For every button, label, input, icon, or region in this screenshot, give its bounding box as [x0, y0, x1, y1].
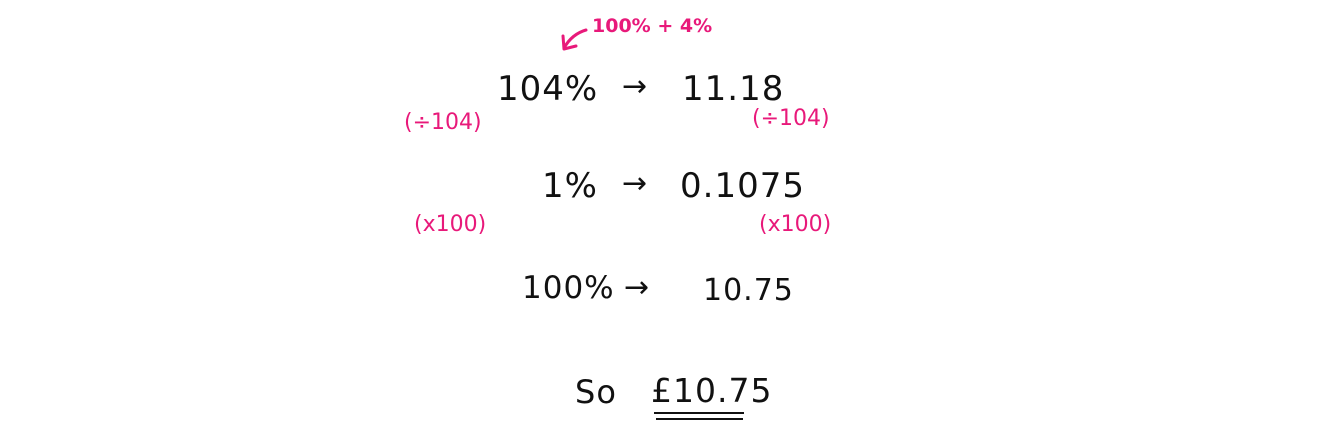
row-3-arrow-icon: →: [624, 270, 650, 305]
conclusion-word: So: [575, 373, 617, 411]
row-3-value: 10.75: [703, 273, 794, 308]
answer-underline-top: [654, 412, 744, 414]
divide-left-label: (÷104): [404, 110, 482, 135]
conclusion-answer: £10.75: [651, 371, 773, 410]
row-2-percent: 1%: [542, 166, 598, 206]
row-2-arrow-icon: →: [622, 166, 648, 201]
row-2-value: 0.1075: [680, 166, 805, 206]
multiply-right-label: (x100): [759, 212, 832, 237]
row-1-arrow-icon: →: [622, 69, 648, 104]
divide-right-label: (÷104): [752, 106, 830, 131]
row-3-percent: 100%: [522, 270, 615, 306]
annotation-note: 100% + 4%: [592, 15, 713, 37]
row-1-percent: 104%: [497, 69, 599, 109]
answer-underline-bottom: [656, 418, 743, 420]
row-1-value: 11.18: [682, 69, 785, 109]
multiply-left-label: (x100): [414, 212, 487, 237]
